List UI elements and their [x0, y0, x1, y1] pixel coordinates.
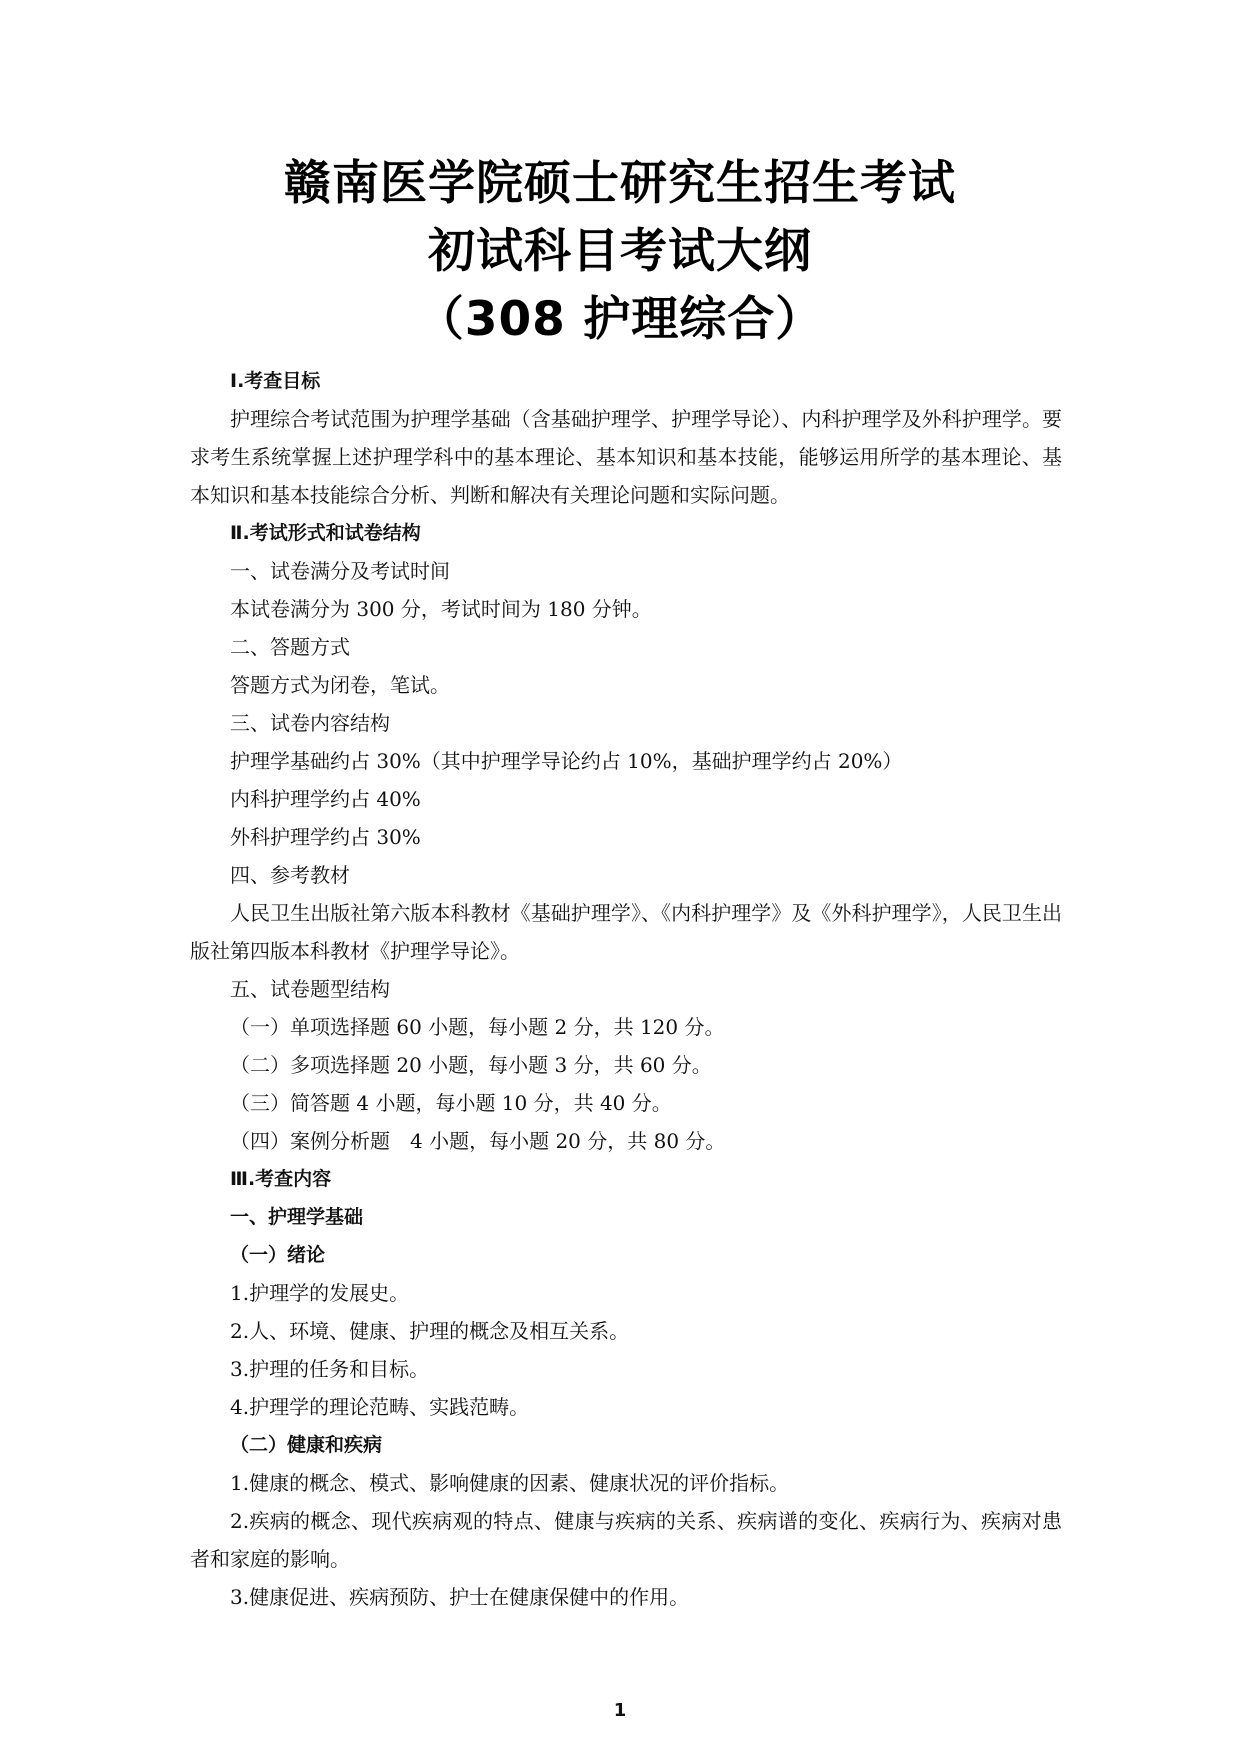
- content-structure-line: 外科护理学约占 30%: [230, 825, 421, 849]
- title-line-3: （308 护理综合）: [416, 292, 824, 347]
- chapter-item: 3.健康促进、疾病预防、护士在健康保健中的作用。: [230, 1585, 690, 1609]
- chapter-heading-health-disease: （二）健康和疾病: [230, 1434, 383, 1456]
- chapter-item: 2.人、环境、健康、护理的概念及相互关系。: [230, 1319, 630, 1343]
- question-type-line: （一）单项选择题 60 小题，每小题 2 分，共 120 分。: [230, 1015, 725, 1039]
- subheading-score-time: 一、试卷满分及考试时间: [230, 559, 450, 583]
- page-number: 1: [613, 1700, 627, 1721]
- chapter-item: 1.健康的概念、模式、影响健康的因素、健康状况的评价指标。: [230, 1471, 790, 1495]
- document-title: [0, 150, 1240, 354]
- question-type-line: （二）多项选择题 20 小题，每小题 3 分，共 60 分。: [230, 1053, 712, 1077]
- document-body: [190, 362, 1062, 1616]
- question-type-line: （四）案例分析题 4 小题，每小题 20 分，共 80 分。: [230, 1129, 726, 1153]
- subheading-answer-method: 二、答题方式: [230, 635, 350, 659]
- score-time-text: 本试卷满分为 300 分，考试时间为 180 分钟。: [230, 597, 652, 621]
- subheading-textbooks: 四、参考教材: [230, 863, 350, 887]
- section-heading-objectives: Ⅰ.考查目标: [230, 370, 321, 392]
- textbooks-text: 人民卫生出版社第六版本科教材《基础护理学》、《内科护理学》及《外科护理学》，人民卫生出版社第四版本科教材《护理学导论》。: [190, 901, 1062, 963]
- content-structure-line: 护理学基础约占 30%（其中护理学导论约占 10%，基础护理学约占 20%）: [230, 749, 903, 773]
- chapter-item: 1.护理学的发展史。: [230, 1281, 410, 1305]
- question-type-line: （三）简答题 4 小题，每小题 10 分，共 40 分。: [230, 1091, 672, 1115]
- chapter-heading-introduction: （一）绪论: [230, 1244, 326, 1266]
- objectives-paragraph: 护理综合考试范围为护理学基础（含基础护理学、护理学导论）、内科护理学及外科护理学。要求考生系统掌握上述护理学科中的基本理论、基本知识和基本技能，能够运用所学的基本理论、基本知识和基本技能综合分析、判断和解决有关理论问题和实际问题。: [190, 407, 1062, 507]
- title-line-1: 赣南医学院硕士研究生招生考试: [284, 156, 956, 211]
- subheading-question-types: 五、试卷题型结构: [230, 977, 390, 1001]
- content-structure-line: 内科护理学约占 40%: [230, 787, 421, 811]
- chapter-item: 3.护理的任务和目标。: [230, 1357, 430, 1381]
- title-line-2: 初试科目考试大纲: [428, 224, 812, 279]
- section-heading-content: Ⅲ.考查内容: [230, 1168, 332, 1190]
- part-heading-nursing-basics: 一、护理学基础: [230, 1206, 364, 1228]
- section-heading-format: Ⅱ.考试形式和试卷结构: [230, 522, 421, 544]
- chapter-item: 4.护理学的理论范畴、实践范畴。: [230, 1395, 530, 1419]
- answer-method-text: 答题方式为闭卷，笔试。: [230, 673, 450, 697]
- chapter-item: 2.疾病的概念、现代疾病观的特点、健康与疾病的关系、疾病谱的变化、疾病行为、疾病对患者和家庭的影响。: [190, 1509, 1062, 1571]
- subheading-content-structure: 三、试卷内容结构: [230, 711, 390, 735]
